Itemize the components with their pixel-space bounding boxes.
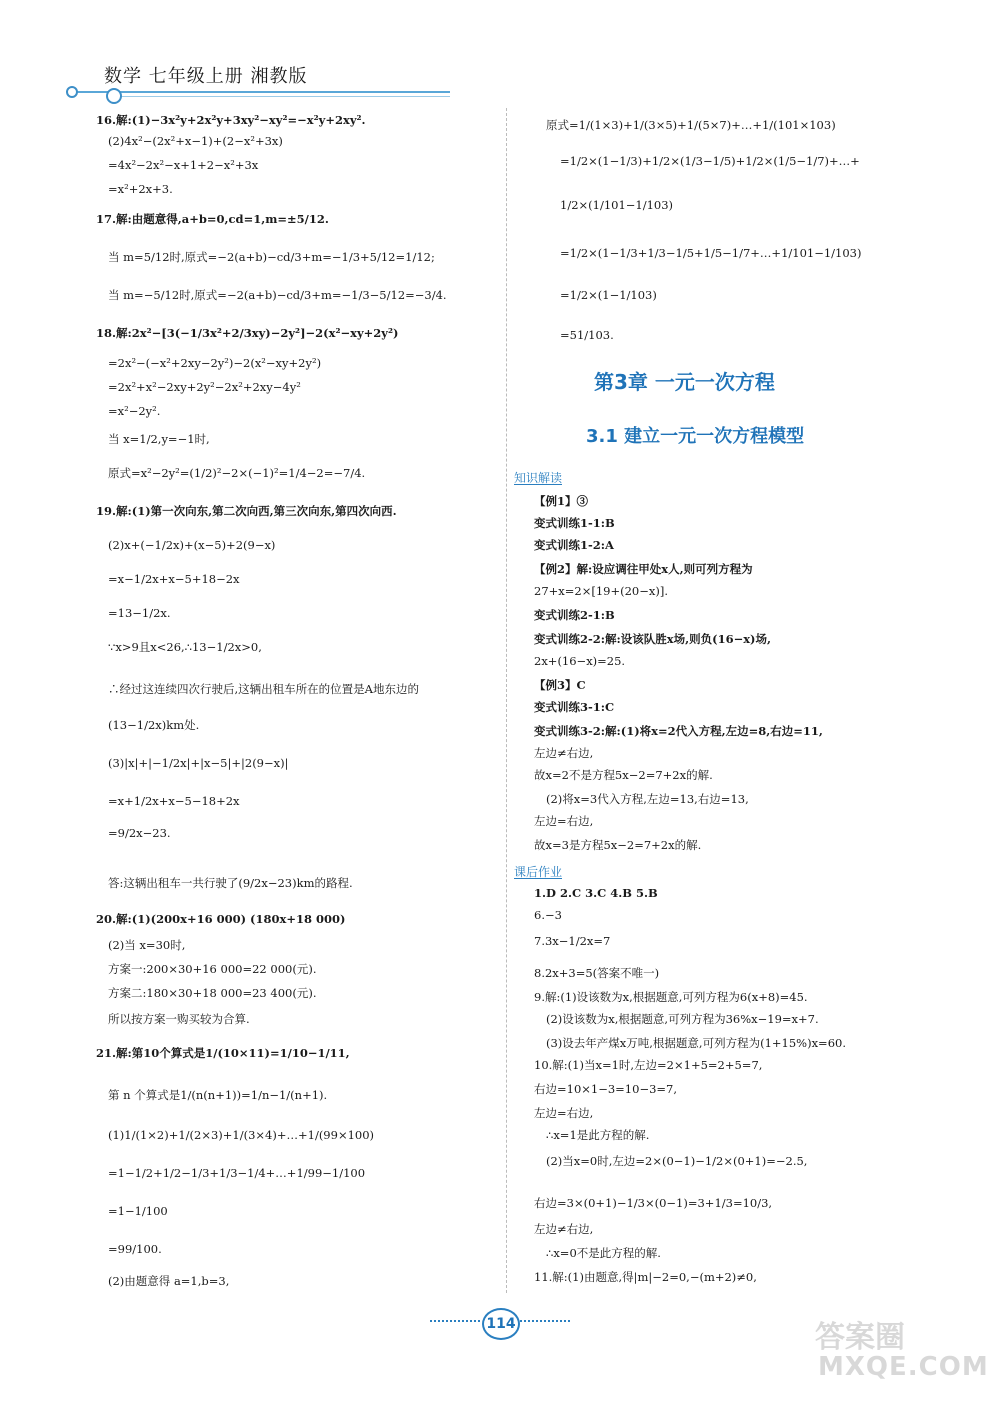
left-line: (1)1/(1×2)+1/(2×3)+1/(3×4)+…+1/(99×100) <box>108 1128 375 1142</box>
right-line: 变式训练1-1:B <box>534 516 615 530</box>
left-line: 当 m=5/12时,原式=−2(a+b)−cd/3+m=−1/3+5/12=1/12; <box>108 250 435 264</box>
right-line: 6.−3 <box>534 908 562 922</box>
right-line: =1/2×(1−1/3+1/3−1/5+1/5−1/7+…+1/101−1/103) <box>560 246 862 260</box>
page-number: 114 <box>482 1308 520 1340</box>
left-line: 答:这辆出租车一共行驶了(9/2x−23)km的路程. <box>108 876 353 890</box>
left-line: 19.解:(1)第一次向东,第二次向西,第三次向东,第四次向西. <box>96 504 397 518</box>
left-line: =2x²+x²−2xy+2y²−2x²+2xy−4y² <box>108 380 301 394</box>
right-line: (2)设该数为x,根据题意,可列方程为36%x−19=x+7. <box>546 1012 819 1026</box>
header-title: 数学 七年级上册 湘教版 <box>104 66 308 87</box>
left-line: 21.解:第10个算式是1/(10×11)=1/10−1/11, <box>96 1046 350 1060</box>
watermark-logo: 答案圈 <box>815 1320 905 1355</box>
left-line: 原式=x²−2y²=(1/2)²−2×(−1)²=1/4−2=−7/4. <box>108 466 366 480</box>
left-line: =1−1/100 <box>108 1204 168 1218</box>
left-line: 方案一:200×30+16 000=22 000(元). <box>108 962 317 976</box>
left-line: 方案二:180×30+18 000=23 400(元). <box>108 986 317 1000</box>
header-dot-circle <box>106 88 122 104</box>
header-rule-thin <box>118 96 450 97</box>
left-line: 18.解:2x²−[3(−1/3x²+2/3xy)−2y²]−2(x²−xy+2y²) <box>96 326 399 340</box>
right-line: 2x+(16−x)=25. <box>534 654 626 668</box>
column-divider <box>506 108 507 1293</box>
right-line: (2)当x=0时,左边=2×(0−1)−1/2×(0+1)=−2.5, <box>546 1154 808 1168</box>
right-line: 8.2x+3=5(答案不唯一) <box>534 966 660 980</box>
right-line: =1/2×(1−1/3)+1/2×(1/3−1/5)+1/2×(1/5−1/7)+…+ <box>560 154 860 168</box>
right-line: 【例3】C <box>534 678 586 692</box>
left-line: =2x²−(−x²+2xy−2y²)−2(x²−xy+2y²) <box>108 356 322 370</box>
right-line: =51/103. <box>560 328 614 342</box>
left-line: (2)由题意得 a=1,b=3, <box>108 1274 230 1288</box>
page-number-dots-right <box>520 1320 570 1322</box>
right-line: 1/2×(1/101−1/103) <box>560 198 674 212</box>
header-rule <box>72 91 450 93</box>
right-line: 【例1】③ <box>534 494 589 508</box>
left-line: (2)x+(−1/2x)+(x−5)+2(9−x) <box>108 538 276 552</box>
left-line: =99/100. <box>108 1242 162 1256</box>
left-line: =x²+2x+3. <box>108 182 173 196</box>
right-line: 左边=右边, <box>534 814 594 828</box>
right-line: 变式训练1-2:A <box>534 538 614 552</box>
right-line: 故x=2不是方程5x−2=7+2x的解. <box>534 768 713 782</box>
right-line: 7.3x−1/2x=7 <box>534 934 611 948</box>
left-line: 17.解:由题意得,a+b=0,cd=1,m=±5/12. <box>96 212 329 226</box>
right-line: 变式训练2-2:解:设该队胜x场,则负(16−x)场, <box>534 632 772 646</box>
right-line: ∴x=1是此方程的解. <box>546 1128 650 1142</box>
right-line: 左边≠右边, <box>534 746 594 760</box>
right-line: =1/2×(1−1/103) <box>560 288 657 302</box>
left-line: 第 n 个算式是1/(n(n+1))=1/n−1/(n+1). <box>108 1088 328 1102</box>
left-line: =9/2x−23. <box>108 826 171 840</box>
right-line: 11.解:(1)由题意,得|m|−2=0,−(m+2)≠0, <box>534 1270 757 1284</box>
left-line: =13−1/2x. <box>108 606 171 620</box>
right-line: 左边=右边, <box>534 1106 594 1120</box>
left-line: (2)4x²−(2x²+x−1)+(2−x²+3x) <box>108 134 283 148</box>
right-line: 27+x=2×[19+(20−x)]. <box>534 584 668 598</box>
page-number-dots-left <box>430 1320 480 1322</box>
left-line: =x²−2y². <box>108 404 161 418</box>
right-line: ∴x=0不是此方程的解. <box>546 1246 661 1260</box>
right-line: 9.解:(1)设该数为x,根据题意,可列方程为6(x+8)=45. <box>534 990 808 1004</box>
left-line: 当 m=−5/12时,原式=−2(a+b)−cd/3+m=−1/3−5/12=−3/4. <box>108 288 447 302</box>
right-line: 10.解:(1)当x=1时,左边=2×1+5=2+5=7, <box>534 1058 763 1072</box>
right-line: (2)将x=3代入方程,左边=13,右边=13, <box>546 792 749 806</box>
left-line: 当 x=1/2,y=−1时, <box>108 432 210 446</box>
right-line: 【例2】解:设应调往甲处x人,则可列方程为 <box>534 562 753 576</box>
left-line: 20.解:(1)(200x+16 000) (180x+18 000) <box>96 912 346 926</box>
left-line: =x+1/2x+x−5−18+2x <box>108 794 240 808</box>
right-line: 第3章 一元一次方程 <box>594 370 775 394</box>
right-line: (3)设去年产煤x万吨,根据题意,可列方程为(1+15%)x=60. <box>546 1036 846 1050</box>
left-line: ∴经过这连续四次行驶后,这辆出租车所在的位置是A地东边的 <box>108 682 419 696</box>
left-line: =4x²−2x²−x+1+2−x²+3x <box>108 158 259 172</box>
left-line: (3)|x|+|−1/2x|+|x−5|+|2(9−x)| <box>108 756 289 770</box>
right-line: 1.D 2.C 3.C 4.B 5.B <box>534 886 658 900</box>
watermark-url: MXQE.COM <box>818 1352 989 1382</box>
right-line: 变式训练3-2:解:(1)将x=2代入方程,左边=8,右边=11, <box>534 724 823 738</box>
right-line: 故x=3是方程5x−2=7+2x的解. <box>534 838 702 852</box>
left-line: 16.解:(1)−3x²y+2x²y+3xy²−xy²=−x²y+2xy². <box>96 113 366 127</box>
right-line: 变式训练2-1:B <box>534 608 615 622</box>
left-line: (13−1/2x)km处. <box>108 718 200 732</box>
right-line: 原式=1/(1×3)+1/(3×5)+1/(5×7)+…+1/(101×103) <box>546 118 836 132</box>
right-line: 知识解读 <box>514 471 563 485</box>
right-line: 左边≠右边, <box>534 1222 594 1236</box>
left-line: =1−1/2+1/2−1/3+1/3−1/4+…+1/99−1/100 <box>108 1166 366 1180</box>
left-line: 所以按方案一购买较为合算. <box>108 1012 250 1026</box>
right-line: 课后作业 <box>514 865 563 879</box>
header-dot-left <box>66 86 78 98</box>
left-line: (2)当 x=30时, <box>108 938 186 952</box>
right-line: 3.1 建立一元一次方程模型 <box>586 426 805 447</box>
page-number-area <box>430 1308 570 1338</box>
right-line: 右边=3×(0+1)−1/3×(0−1)=3+1/3=10/3, <box>534 1196 773 1210</box>
right-line: 右边=10×1−3=10−3=7, <box>534 1082 678 1096</box>
right-line: 变式训练3-1:C <box>534 700 615 714</box>
left-line: ∵x>9且x<26,∴13−1/2x>0, <box>108 640 262 654</box>
left-line: =x−1/2x+x−5+18−2x <box>108 572 240 586</box>
